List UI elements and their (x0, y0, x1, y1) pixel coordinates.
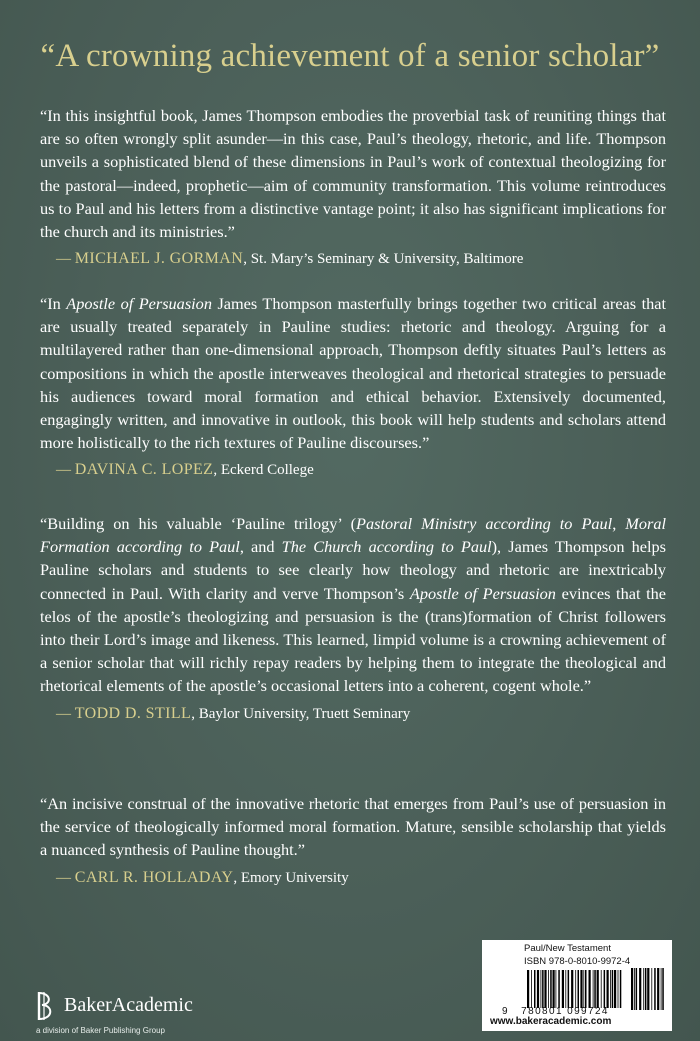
attribution-dash: — (56, 869, 71, 886)
endorser-name: MICHAEL J. GORMAN (74, 250, 244, 268)
endorser-name: TODD D. STILL (74, 704, 192, 722)
book-title: The Church according to Paul (281, 537, 492, 557)
endorsement-mid: ), James Thompson helps Pauline scholars and students to see clearly how theology and rhetoric are inextricably connected in Paul. With clarity and verve Thompson’s (40, 537, 667, 603)
endorsement-text: evinces that the telos of the apostle’s theologizing and persuasion is the (trans)formation of Christ followers into their Lord’s image and likeness. This learned, limpid volume is a crowning achievement of a senior scholar that will richly repay readers by helping them to integrate the theological and rhetorical elements of the apostle’s occasional letters into a coherent, cogent whole.” (40, 583, 667, 696)
endorsement-attribution (40, 866, 666, 890)
separator: , and (239, 537, 282, 557)
endorser-affiliation: , Emory University (233, 869, 349, 886)
endorsement-text: “In this insightful book, James Thompson embodies the proverbial task of reuniting things that are so often wrongly split asunder—in this case, Paul’s theology, rhetoric, and life. Thompson unveils a sophisticated blend of these dimensions in Paul’s work of contextual theologizing for the pastoral—indeed, prophetic—aim of community transformation. This volume reintroduces us to Paul and his letters from a distinctive vantage point; it also has significant implications for the church and its ministries.” (40, 106, 666, 242)
endorser-name: CARL R. HOLLADAY (74, 868, 234, 886)
endorsement-attribution (40, 702, 666, 726)
endorser-affiliation: , St. Mary’s Seminary & University, Baltimore (243, 251, 524, 268)
ean-number: 780801 099724 (521, 1006, 609, 1017)
endorsement-lopez (40, 292, 666, 483)
publisher-name: BakerAcademic (64, 994, 193, 1016)
endorser-name: DAVINA C. LOPEZ (74, 461, 214, 479)
attribution-dash: — (56, 462, 71, 479)
publisher-tagline: a division of Baker Publishing Group (36, 1026, 165, 1035)
book-title: Apostle of Persuasion (409, 583, 556, 603)
attribution-dash: — (56, 251, 71, 268)
separator: , (612, 514, 626, 533)
book-title: Pastoral Ministry according to Paul (356, 514, 613, 533)
endorsement-pre: “In (40, 294, 67, 313)
isbn-barcode-box (482, 940, 672, 1031)
endorsement-gorman (40, 104, 666, 271)
endorsement-text: “An incisive construal of the innovative rhetoric that emerges from Paul’s use of persuasion in the service of theologically informed moral formation. Mature, sensible scholarship that yields a nuanced synthesis of Pauline thought.” (40, 794, 666, 860)
ean-lead-digit: 9 (502, 1006, 509, 1017)
barcode-addon-icon (630, 968, 664, 1010)
endorsement-pre: “Building on his valuable ‘Pauline trilogy’ ( (40, 514, 357, 533)
attribution-dash: — (56, 705, 71, 722)
endorsement-still (40, 512, 666, 726)
endorsement-attribution (40, 247, 666, 271)
publisher-url[interactable]: www.bakeracademic.com (490, 1016, 612, 1027)
endorsement-text: James Thompson masterfully brings together two critical areas that are usually treated separately in Pauline studies: rhetoric and theology. Arguing for a multilayered rather than one-dimensional approach, Thompson deftly situates Paul’s letters as compositions in which the apostle interweaves theological and rhetorical strategies to persuade his audiences toward moral formation and ethical behavior. Extensively documented, engagingly written, and innovative in outlook, this book will help students and scholars attend more holistically to the rich textures of Pauline discourses.” (40, 294, 666, 453)
barcode-icon (526, 970, 622, 1008)
cover-headline: “A crowning achievement of a senior scholar” (40, 38, 660, 74)
endorsement-attribution (40, 458, 666, 482)
book-title: Apostle of Persuasion (66, 294, 212, 313)
endorsement-holladay (40, 792, 666, 890)
baker-b-mark-icon (36, 990, 58, 1022)
endorser-affiliation: , Eckerd College (213, 462, 314, 479)
isbn-number: ISBN 978-0-8010-9972-4 (524, 956, 631, 967)
endorser-affiliation: , Baylor University, Truett Seminary (191, 705, 411, 722)
book-title: Moral Formation according to Paul (40, 514, 666, 557)
subject-category: Paul/New Testament (524, 943, 611, 954)
